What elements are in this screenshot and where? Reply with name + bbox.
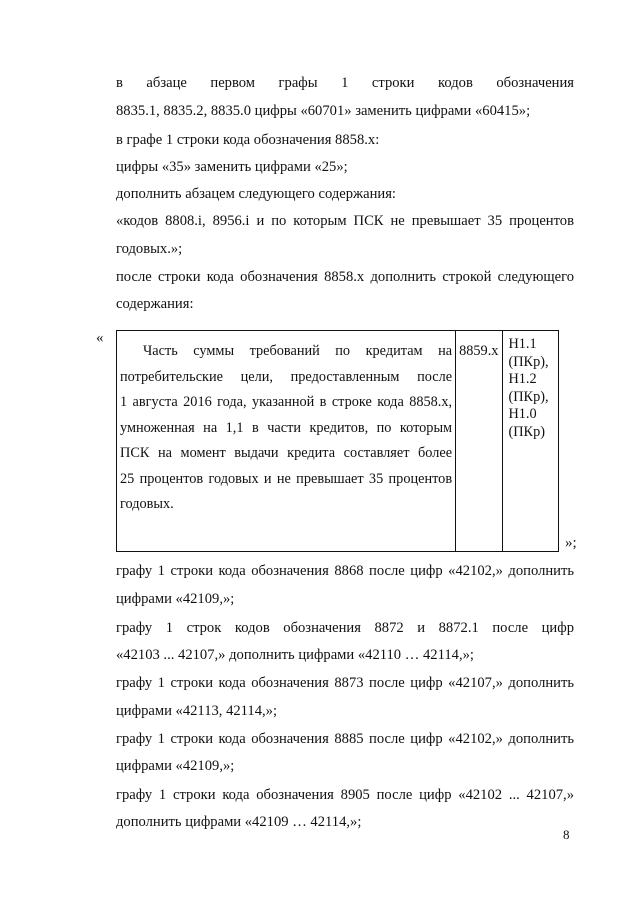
close-quote: »;: [565, 535, 577, 551]
paragraph-line: «42103 ... 42107,» дополнить цифрами «42110 … 42114,»;: [116, 647, 474, 663]
open-quote: «: [96, 330, 104, 346]
paragraph-line: содержания:: [116, 296, 194, 312]
paragraph-line: графу 1 строки кода обозначения 8905 после цифр «42102 ... 42107,»: [116, 787, 574, 803]
paragraph-line: в абзаце первом графы 1 строки кодов обозначения: [116, 75, 574, 91]
cell-line: ПСК на момент выдачи кредита составляет более: [120, 445, 453, 461]
cell-line: (ПКр): [508, 423, 545, 440]
cell-line: (ПКр),: [508, 388, 549, 405]
paragraph-line: дополнить цифрами «42109 … 42114,»;: [116, 814, 362, 830]
paragraph-line: «кодов 8808.i, 8956.i и по которым ПСК не превышает 35 процентов: [116, 213, 574, 229]
paragraph-line: цифрами «42109,»;: [116, 758, 235, 774]
table-cell-description: [117, 331, 456, 552]
cell-line: Н1.0: [508, 406, 537, 422]
cell-line: годовых.: [120, 496, 174, 512]
table-cell-normatives: [503, 331, 559, 552]
code-value: 8859.х: [459, 343, 499, 359]
cell-line: 25 процентов годовых и не превышает 35 процентов: [120, 470, 453, 487]
cell-line: потребительские цели, предоставленным после: [120, 368, 453, 385]
table-cell-code: [456, 331, 503, 552]
cell-line: умноженная на 1,1 в части кредитов, по которым: [120, 419, 453, 436]
page-number: 8: [563, 827, 570, 842]
cell-line: Н1.2: [508, 371, 537, 387]
paragraph-line: дополнить абзацем следующего содержания:: [116, 186, 396, 202]
paragraph-line: 8835.1, 8835.2, 8835.0 цифры «60701» заменить цифрами «60415»;: [116, 103, 531, 119]
paragraph-line: годовых.»;: [116, 241, 183, 257]
cell-line: (ПКр),: [508, 353, 549, 370]
cell-line: Часть суммы требований по кредитам на: [143, 343, 453, 359]
paragraph-line: цифрами «42113, 42114,»;: [116, 703, 278, 719]
paragraph-line: в графе 1 строки кода обозначения 8858.х:: [116, 132, 380, 148]
paragraph-line: цифрами «42109,»;: [116, 591, 235, 607]
paragraph-line: графу 1 строки кода обозначения 8873 после цифр «42107,» дополнить: [116, 675, 574, 691]
paragraph-line: графу 1 строки кода обозначения 8868 после цифр «42102,» дополнить: [116, 563, 574, 579]
cell-line: 1 августа 2016 года, указанной в строке кода 8858.х,: [120, 394, 453, 410]
cell-line: Н1.1: [508, 336, 537, 352]
paragraph-line: графу 1 строки кода обозначения 8885 после цифр «42102,» дополнить: [116, 731, 574, 747]
paragraph-line: цифры «35» заменить цифрами «25»;: [116, 159, 348, 175]
paragraph-line: после строки кода обозначения 8858.х дополнить строкой следующего: [116, 269, 574, 285]
paragraph-line: графу 1 строк кодов обозначения 8872 и 8872.1 после цифр: [116, 620, 574, 636]
inserted-row-table: [116, 330, 559, 552]
